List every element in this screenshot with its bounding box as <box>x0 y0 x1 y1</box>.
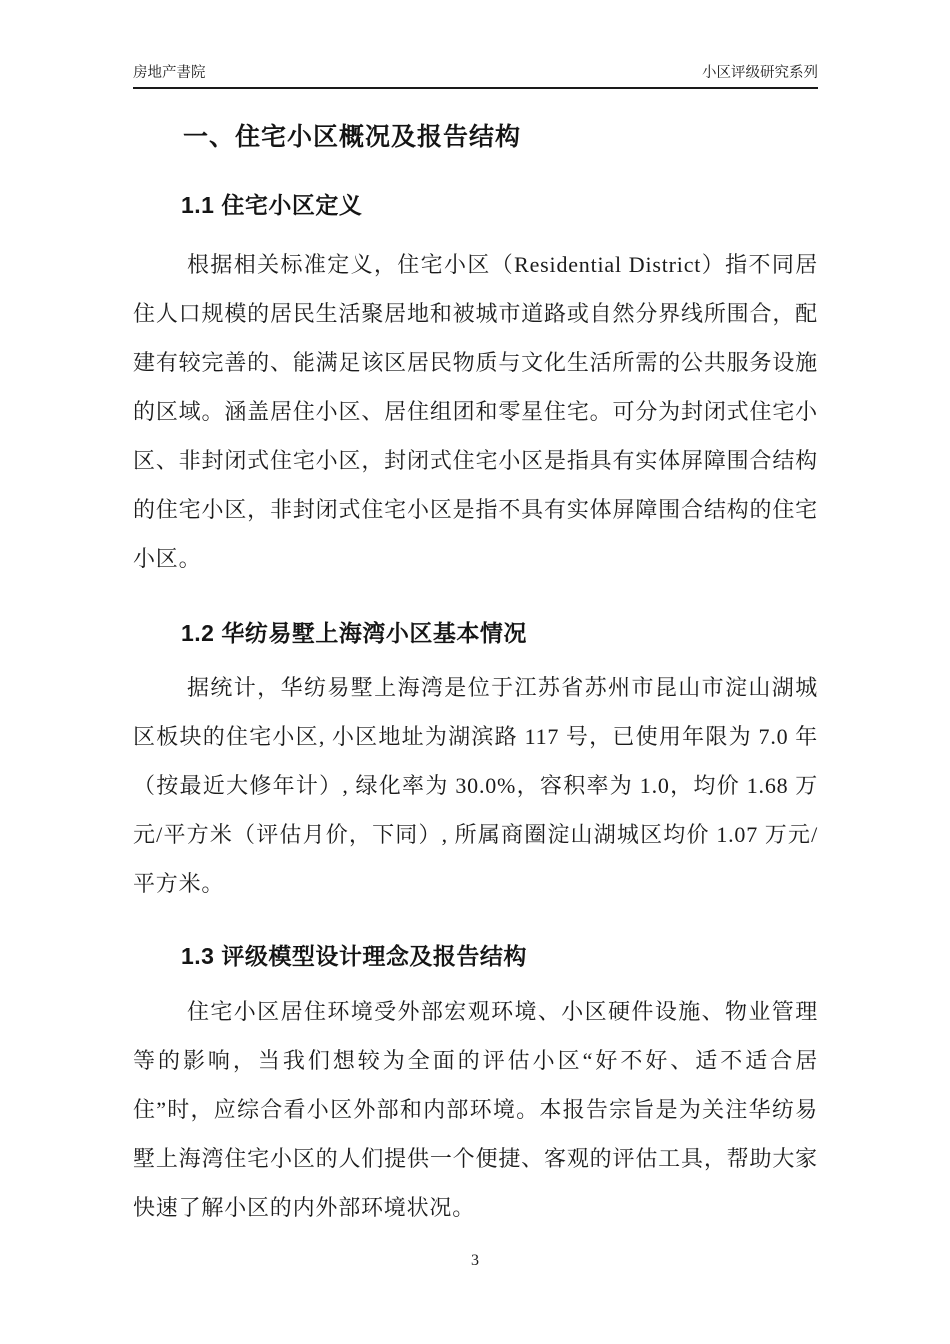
header-right-text: 小区评级研究系列 <box>702 65 818 81</box>
header-left-text: 房地产書院 <box>133 65 206 81</box>
section-paragraph-1-1: 根据相关标准定义，住宅小区（Residential District）指不同居住人口规模的居民生活聚居地和被城市道路或自然分界线所围合，配建有较完善的、能满足该区居民物质与文化生活所需的公共服务设施的区域。涵盖居住小区、居住组团和零星住宅。可分为封闭式住宅小区、非封闭式住宅小区，封闭式住宅小区是指具有实体屏障围合结构的住宅小区，非封闭式住宅小区是指不具有实体屏障围合结构的住宅小区。 <box>133 252 818 571</box>
chapter-title: 一、住宅小区概况及报告结构 <box>183 123 522 151</box>
section-heading-1-1: 1.1 住宅小区定义 <box>181 192 363 218</box>
running-header <box>133 0 818 89</box>
section-heading-1-3: 1.3 评级模型设计理念及报告结构 <box>181 943 527 969</box>
section-paragraph-1-3: 住宅小区居住环境受外部宏观环境、小区硬件设施、物业管理等的影响，当我们想较为全面的评估小区“好不好、适不适合居住”时，应综合看小区外部和内部环境。本报告宗旨是为关注华纺易墅上海湾住宅小区的人们提供一个便捷、客观的评估工具，帮助大家快速了解小区的内外部环境状况。 <box>133 999 818 1220</box>
section-heading-1-2: 1.2 华纺易墅上海湾小区基本情况 <box>181 620 527 646</box>
page-number: 3 <box>471 1252 479 1269</box>
section-paragraph-1-2: 据统计，华纺易墅上海湾是位于江苏省苏州市昆山市淀山湖城区板块的住宅小区, 小区地址为湖滨路 117 号，已使用年限为 7.0 年（按最近大修年计）, 绿化率为 30.0%，容积率为 1.0，均价 1.68 万元/平方米（评估月价，下同）, 所属商圈淀山湖城区均价 1.07 万元/平方米。 <box>133 675 818 896</box>
